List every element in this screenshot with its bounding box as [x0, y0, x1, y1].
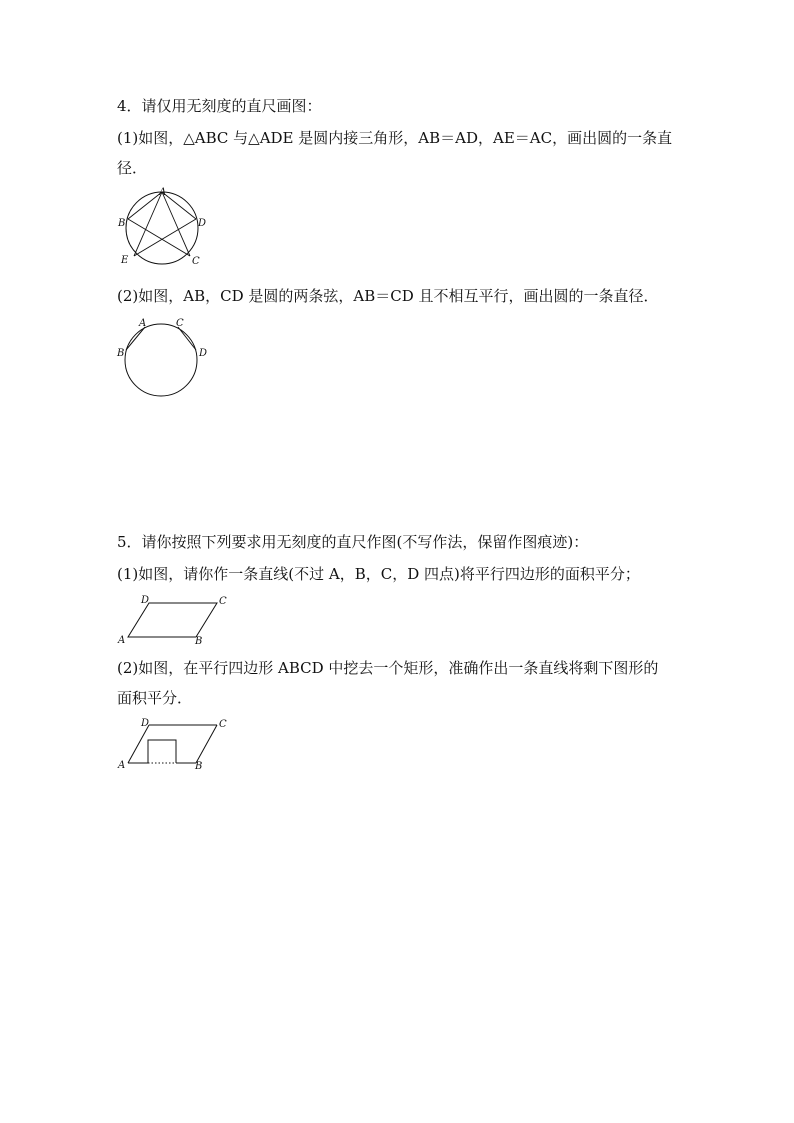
chord-AB [126, 327, 145, 350]
label-C: C [192, 256, 200, 267]
label-D: D [141, 718, 150, 729]
label-A: A [159, 187, 167, 198]
chord-CD [178, 327, 196, 350]
parallelogram-ABCD [128, 603, 217, 637]
label-E: E [121, 255, 129, 266]
q5-part2-text: (2)如图，在平行四边形 ABCD 中挖去一个矩形，准确作出一条直线将剩下图形的 [117, 659, 659, 677]
label-C: C [219, 719, 227, 730]
label-C: C [176, 318, 184, 329]
parallelogram-figure [115, 592, 235, 648]
q4-part1-text: (1)如图，△ABC 与△ADE 是圆内接三角形，AB＝AD，AE＝AC，画出圆的一条直 [117, 129, 673, 147]
label-B: B [195, 761, 203, 772]
label-B: B [195, 636, 203, 647]
q4-part2-text: (2)如图，AB，CD 是圆的两条弦，AB＝CD 且不相互平行，画出圆的一条直径． [117, 287, 659, 305]
circle-outline [126, 192, 198, 264]
label-B: B [118, 218, 126, 229]
parallelogram-with-hole-figure [115, 714, 235, 772]
circle-star-figure [112, 186, 212, 268]
label-C: C [219, 596, 227, 607]
label-A: A [139, 318, 147, 329]
q4-part1-text-cont: 径． [117, 159, 148, 177]
circle-outline [125, 324, 197, 396]
label-A: A [118, 635, 126, 646]
label-D: D [199, 348, 208, 359]
q5-heading: 5．请你按照下列要求用无刻度的直尺作图(不写作法，保留作图痕迹)： [117, 533, 589, 551]
q4-heading: 4．请仅用无刻度的直尺画图： [117, 97, 322, 115]
label-A: A [118, 760, 126, 771]
label-D: D [198, 218, 207, 229]
label-D: D [141, 595, 150, 606]
circle-chords-figure [112, 314, 212, 398]
q5-part1-text: (1)如图，请你作一条直线(不过 A，B，C，D 四点)将平行四边形的面积平分； [117, 565, 640, 583]
label-B: B [117, 348, 125, 359]
remaining-shape-outline [128, 725, 217, 763]
q5-part2-text-cont: 面积平分． [117, 689, 193, 707]
